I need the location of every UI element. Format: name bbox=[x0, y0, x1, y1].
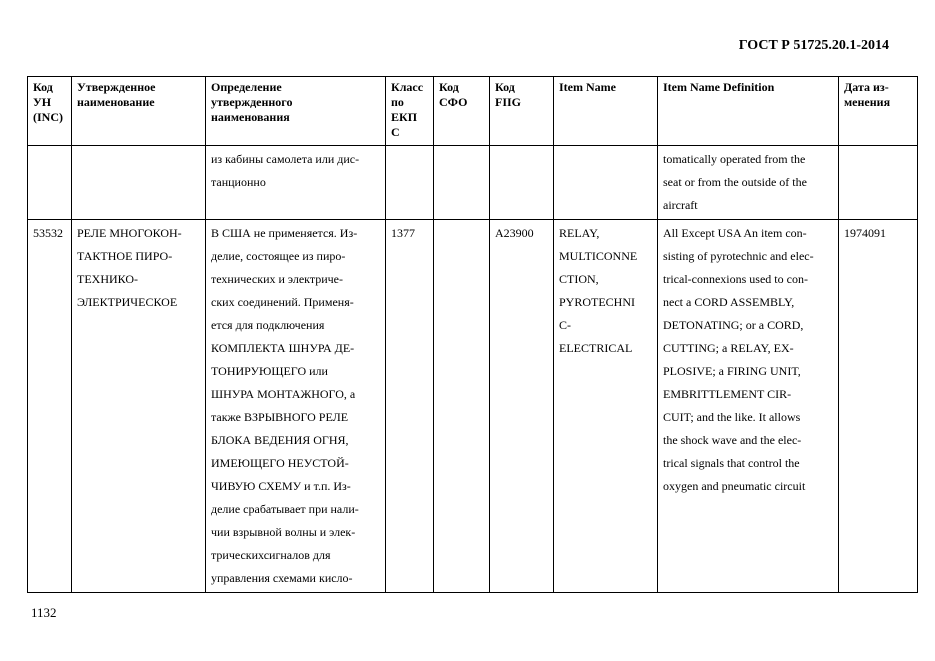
cell-item-name-definition bbox=[658, 220, 839, 593]
cell-text-line: ТОНИРУЮЩЕГО или bbox=[211, 364, 328, 378]
cell-text-line: Определение bbox=[211, 80, 282, 94]
table-row bbox=[28, 220, 918, 593]
header-fiig-code bbox=[490, 77, 554, 146]
header-name-definition bbox=[206, 77, 386, 146]
cell-class bbox=[386, 146, 434, 220]
cell-text-line: также ВЗРЫВНОГО РЕЛЕ bbox=[211, 410, 349, 424]
cell-inc-code bbox=[28, 220, 72, 593]
cell-text-line: aircraft bbox=[663, 198, 698, 212]
header-item-name-definition bbox=[658, 77, 839, 146]
cell-text-line: ТАКТНОЕ ПИРО- bbox=[77, 249, 173, 263]
cell-text-line: ЧИВУЮ СХЕМУ и т.п. Из- bbox=[211, 479, 351, 493]
cell-text-line: танционно bbox=[211, 175, 266, 189]
cell-text-line: ЭЛЕКТРИЧЕСКОЕ bbox=[77, 295, 178, 309]
header-approved-name bbox=[72, 77, 206, 146]
cell-text-line: ШНУРА МОНТАЖНОГО, а bbox=[211, 387, 356, 401]
cell-text-line: ЕКП bbox=[391, 110, 418, 124]
standard-number: ГОСТ Р 51725.20.1-2014 bbox=[738, 38, 889, 53]
cell-text-line: EMBRITTLEMENT CIR- bbox=[663, 387, 792, 401]
cell-text-line: Код bbox=[439, 80, 459, 94]
cell-text-line: В США не применяется. Из- bbox=[211, 226, 358, 240]
cell-text-line: CTION, bbox=[559, 272, 599, 286]
header-class bbox=[386, 77, 434, 146]
cell-text-line: tomatically operated from the bbox=[663, 152, 806, 166]
cell-text-line: PLOSIVE; a FIRING UNIT, bbox=[663, 364, 801, 378]
cell-text-line: 1377 bbox=[391, 226, 415, 240]
cell-text-line: Утвержденное bbox=[77, 80, 156, 94]
cell-name-definition bbox=[206, 146, 386, 220]
cell-text-line: С bbox=[391, 125, 400, 139]
cell-text-line: ских соединений. Применя- bbox=[211, 295, 354, 309]
cell-text-line: делие срабатывает при нали- bbox=[211, 502, 359, 516]
cell-change-date bbox=[839, 146, 918, 220]
cell-text-line: утвержденного bbox=[211, 95, 293, 109]
cell-text-line: A23900 bbox=[495, 226, 534, 240]
header-inc-code bbox=[28, 77, 72, 146]
cell-approved-name bbox=[72, 220, 206, 593]
cell-text-line: ELECTRICAL bbox=[559, 341, 633, 355]
cell-text-line: управления схемами кисло- bbox=[211, 571, 353, 585]
cell-text-line: C- bbox=[559, 318, 571, 332]
cell-text-line: Item Name bbox=[559, 80, 616, 94]
cell-text-line: sisting of pyrotechnic and elec- bbox=[663, 249, 814, 263]
cell-sfo-code bbox=[434, 146, 490, 220]
header-sfo-code bbox=[434, 77, 490, 146]
cell-text-line: РЕЛЕ МНОГОКОН- bbox=[77, 226, 182, 240]
cell-text-line: nect a CORD ASSEMBLY, bbox=[663, 295, 795, 309]
cell-text-line: 1974091 bbox=[844, 226, 886, 240]
cell-text-line: ется для подключения bbox=[211, 318, 325, 332]
page-number: 1132 bbox=[31, 605, 57, 620]
cell-text-line: по bbox=[391, 95, 404, 109]
cell-text-line: ИМЕЮЩЕГО НЕУСТОЙ- bbox=[211, 456, 349, 470]
cell-text-line: trical-connexions used to con- bbox=[663, 272, 808, 286]
cell-name-definition bbox=[206, 220, 386, 593]
cell-text-line: из кабины самолета или дис- bbox=[211, 152, 360, 166]
cell-fiig-code bbox=[490, 146, 554, 220]
table-row bbox=[28, 146, 918, 220]
cell-text-line: PYROTECHNI bbox=[559, 295, 636, 309]
cell-item-name bbox=[554, 220, 658, 593]
cell-text-line: УН bbox=[33, 95, 52, 109]
cell-text-line: MULTICONNE bbox=[559, 249, 638, 263]
cell-text-line: технических и электриче- bbox=[211, 272, 344, 286]
cell-text-line: наименование bbox=[77, 95, 155, 109]
catalog-table bbox=[27, 76, 918, 593]
cell-text-line: seat or from the outside of the bbox=[663, 175, 807, 189]
cell-text-line: Код bbox=[33, 80, 53, 94]
cell-change-date bbox=[839, 220, 918, 593]
cell-fiig-code bbox=[490, 220, 554, 593]
cell-text-line: CUTTING; a RELAY, EX- bbox=[663, 341, 794, 355]
cell-text-line: Item Name Definition bbox=[663, 80, 775, 94]
cell-text-line: 53532 bbox=[33, 226, 63, 240]
cell-inc-code bbox=[28, 146, 72, 220]
cell-text-line: менения bbox=[844, 95, 891, 109]
cell-text-line: чии взрывной волны и элек- bbox=[211, 525, 356, 539]
cell-text-line: БЛОКА ВЕДЕНИЯ ОГНЯ, bbox=[211, 433, 349, 447]
cell-approved-name bbox=[72, 146, 206, 220]
cell-text-line: CUIT; and the like. It allows bbox=[663, 410, 801, 424]
cell-text-line: oxygen and pneumatic circuit bbox=[663, 479, 806, 493]
header-item-name bbox=[554, 77, 658, 146]
cell-text-line: RELAY, bbox=[559, 226, 600, 240]
cell-text-line: trical signals that control the bbox=[663, 456, 800, 470]
cell-text-line: наименования bbox=[211, 110, 290, 124]
cell-text-line: All Except USA An item con- bbox=[663, 226, 807, 240]
cell-sfo-code bbox=[434, 220, 490, 593]
cell-text-line: КОМПЛЕКТА ШНУРА ДЕ- bbox=[211, 341, 355, 355]
cell-text-line: Дата из- bbox=[844, 80, 889, 94]
cell-text-line: DETONATING; or a CORD, bbox=[663, 318, 804, 332]
cell-text-line: СФО bbox=[439, 95, 468, 109]
cell-text-line: FIIG bbox=[495, 95, 522, 109]
cell-text-line: ТЕХНИКО- bbox=[77, 272, 139, 286]
cell-class bbox=[386, 220, 434, 593]
cell-text-line: Код bbox=[495, 80, 515, 94]
cell-text-line: the shock wave and the elec- bbox=[663, 433, 802, 447]
cell-text-line: Класс bbox=[391, 80, 424, 94]
cell-text-line: делие, состоящее из пиро- bbox=[211, 249, 346, 263]
cell-text-line: трическихсигналов для bbox=[211, 548, 331, 562]
cell-item-name bbox=[554, 146, 658, 220]
cell-text-line: (INC) bbox=[33, 110, 63, 124]
cell-item-name-definition bbox=[658, 146, 839, 220]
header-change-date bbox=[839, 77, 918, 146]
table-header-row bbox=[28, 77, 918, 146]
